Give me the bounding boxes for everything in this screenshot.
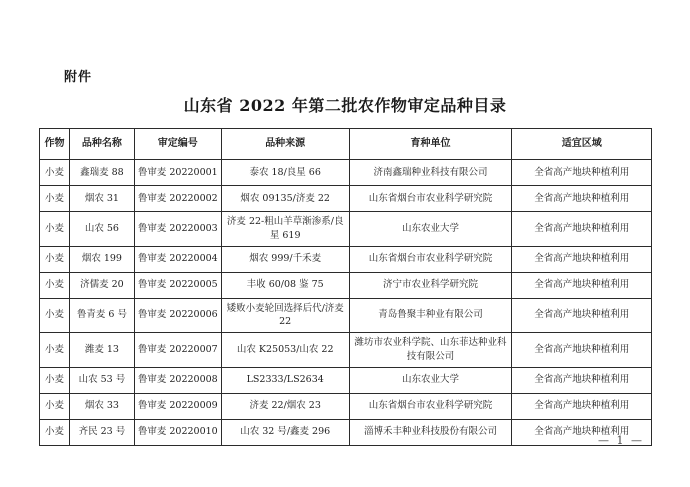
- table-cell: 鑫瑞麦 88: [69, 160, 134, 186]
- table-cell: LS2333/LS2634: [221, 367, 349, 393]
- column-header: 适宜区域: [512, 129, 652, 160]
- table-row: [40, 212, 652, 247]
- page-title: 山东省 2022 年第二批农作物审定品种目录: [183, 96, 507, 115]
- table-cell: 鲁审麦 20220003: [134, 212, 221, 247]
- table-cell: 烟农 33: [69, 393, 134, 419]
- table-cell: 山东省烟台市农业科学研究院: [349, 246, 512, 272]
- table-cell: 小麦: [40, 186, 70, 212]
- table-cell: 小麦: [40, 333, 70, 368]
- column-header: 作物: [40, 129, 70, 160]
- table-cell: 山农 32 号/鑫麦 296: [221, 419, 349, 445]
- table-cell: 小麦: [40, 393, 70, 419]
- table-row: [40, 298, 652, 333]
- table-row: [40, 160, 652, 186]
- table-cell: 全省高产地块种植利用: [512, 160, 652, 186]
- table-cell: 矮败小麦轮回选择后代/济麦 22: [221, 298, 349, 333]
- table-cell: 全省高产地块种植利用: [512, 419, 652, 445]
- table-cell: 鲁审麦 20220007: [134, 333, 221, 368]
- table-cell: 丰收 60/08 鉴 75: [221, 272, 349, 298]
- table-cell: 鲁青麦 6 号: [69, 298, 134, 333]
- column-header: 品种名称: [69, 129, 134, 160]
- attachment-label: 附件: [64, 70, 93, 85]
- table-cell: 鲁审麦 20220008: [134, 367, 221, 393]
- table-cell: 泰农 18/良星 66: [221, 160, 349, 186]
- table-cell: 全省高产地块种植利用: [512, 186, 652, 212]
- table-cell: 全省高产地块种植利用: [512, 367, 652, 393]
- table-cell: 全省高产地块种植利用: [512, 333, 652, 368]
- table-cell: 小麦: [40, 212, 70, 247]
- table-cell: 小麦: [40, 160, 70, 186]
- column-header: 育种单位: [349, 129, 512, 160]
- table-cell: 山东省烟台市农业科学研究院: [349, 186, 512, 212]
- variety-table-body: [40, 160, 652, 446]
- table-cell: 济儒麦 20: [69, 272, 134, 298]
- table-cell: 全省高产地块种植利用: [512, 212, 652, 247]
- table-row: [40, 186, 652, 212]
- table-cell: 小麦: [40, 246, 70, 272]
- table-cell: 烟农 09135/济麦 22: [221, 186, 349, 212]
- table-cell: 鲁审麦 20220009: [134, 393, 221, 419]
- table-cell: 小麦: [40, 272, 70, 298]
- table-row: [40, 419, 652, 445]
- table-row: [40, 367, 652, 393]
- table-cell: 全省高产地块种植利用: [512, 393, 652, 419]
- column-header: 审定编号: [134, 129, 221, 160]
- table-cell: 鲁审麦 20220005: [134, 272, 221, 298]
- table-header-row: [40, 129, 652, 160]
- table-cell: 齐民 23 号: [69, 419, 134, 445]
- variety-table: [39, 128, 652, 446]
- table-cell: 全省高产地块种植利用: [512, 298, 652, 333]
- table-cell: 山农 56: [69, 212, 134, 247]
- table-cell: 鲁审麦 20220004: [134, 246, 221, 272]
- table-cell: 鲁审麦 20220002: [134, 186, 221, 212]
- table-cell: 全省高产地块种植利用: [512, 272, 652, 298]
- table-cell: 山东农业大学: [349, 367, 512, 393]
- table-cell: 济南鑫瑞种业科技有限公司: [349, 160, 512, 186]
- table-cell: 小麦: [40, 298, 70, 333]
- table-cell: 全省高产地块种植利用: [512, 246, 652, 272]
- table-cell: 小麦: [40, 367, 70, 393]
- table-cell: 济麦 22-粗山羊草渐渗系/良星 619: [221, 212, 349, 247]
- table-cell: 青岛鲁聚丰种业有限公司: [349, 298, 512, 333]
- table-row: [40, 333, 652, 368]
- table-cell: 淄博禾丰种业科技股份有限公司: [349, 419, 512, 445]
- table-cell: 鲁审麦 20220001: [134, 160, 221, 186]
- table-cell: 烟农 199: [69, 246, 134, 272]
- table-cell: 潍麦 13: [69, 333, 134, 368]
- table-cell: 山农 53 号: [69, 367, 134, 393]
- table-row: [40, 393, 652, 419]
- table-cell: 潍坊市农业科学院、山东菲达种业科技有限公司: [349, 333, 512, 368]
- table-cell: 小麦: [40, 419, 70, 445]
- table-cell: 山东省烟台市农业科学研究院: [349, 393, 512, 419]
- table-cell: 济麦 22/烟农 23: [221, 393, 349, 419]
- table-cell: 烟农 999/千禾麦: [221, 246, 349, 272]
- table-cell: 鲁审麦 20220006: [134, 298, 221, 333]
- table-row: [40, 272, 652, 298]
- table-cell: 山农 K25053/山农 22: [221, 333, 349, 368]
- table-cell: 山东农业大学: [349, 212, 512, 247]
- table-cell: 烟农 31: [69, 186, 134, 212]
- column-header: 品种来源: [221, 129, 349, 160]
- table-cell: 鲁审麦 20220010: [134, 419, 221, 445]
- table-row: [40, 246, 652, 272]
- variety-table-header: [40, 129, 652, 160]
- table-cell: 济宁市农业科学研究院: [349, 272, 512, 298]
- page-number: — 1 —: [598, 434, 644, 447]
